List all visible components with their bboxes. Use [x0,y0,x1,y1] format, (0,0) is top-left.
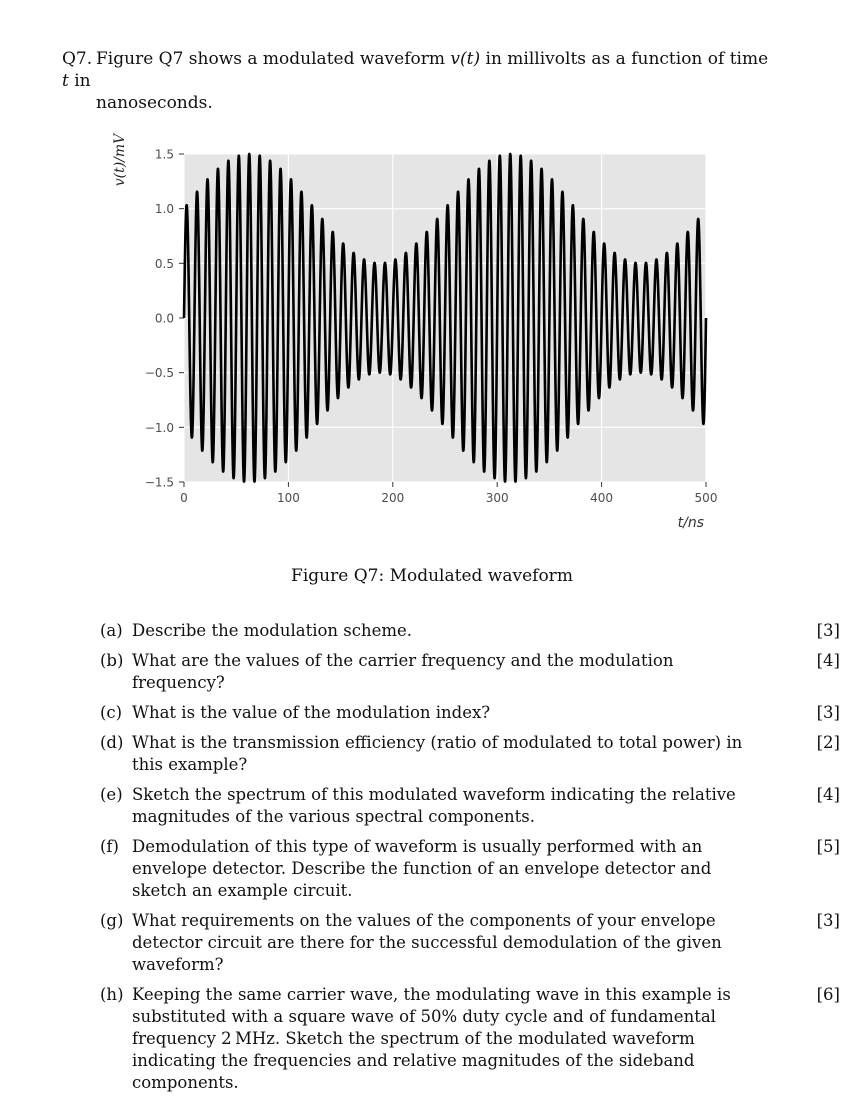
part-marks: [6] [816,985,840,1004]
part-label: (d) [100,733,124,752]
part-label: (h) [100,985,124,1004]
y-tick-label: −1.5 [144,475,174,490]
y-axis-ticks [145,148,184,490]
part-text: What is the transmission efficiency (ratio of modulated to total power) in this example? [132,733,743,774]
question-text-b: in millivolts as a function of time [480,49,769,69]
question-part-c [100,702,840,724]
part-marks: [5] [816,837,840,856]
part-label: (e) [100,785,123,804]
part-text: Keeping the same carrier wave, the modulating wave in this example is substituted with a square wave of 50% duty cycle and of fundamental frequency 2 MHz. Sketch the spectrum of the modulated waveform indicating the frequencies and relative magnitudes of the sideband components. [132,985,731,1092]
question-part-d [100,732,840,776]
part-label: (g) [100,911,124,930]
question-text-c: in [68,71,91,91]
y-tick-label: 1.5 [154,147,174,162]
question-text-line2: nanoseconds. [96,93,213,113]
question-part-h [100,984,840,1094]
x-axis-ticks [180,482,717,505]
y-tick-label: −1.0 [144,420,174,435]
part-label: (c) [100,703,123,722]
question-part-a [100,620,840,642]
question-intro [62,48,774,114]
y-tick-label: 0.5 [154,256,174,271]
part-marks: [3] [816,621,840,640]
x-axis-label: t/ns [677,515,704,531]
y-tick-label: 0.0 [154,311,174,326]
question-number: Q7. [62,49,93,69]
part-marks: [4] [816,785,840,804]
figure-caption: Figure Q7: Modulated waveform [291,566,573,586]
part-text: What are the values of the carrier frequency and the modulation frequency? [132,651,674,692]
part-marks: [3] [816,703,840,722]
part-marks: [3] [816,911,840,930]
question-text-a: Figure Q7 shows a modulated waveform [96,49,451,69]
part-text: Describe the modulation scheme. [132,621,413,640]
y-tick-label: 1.0 [154,202,174,217]
y-tick-label: −0.5 [144,366,174,381]
x-tick-label: 100 [276,491,300,505]
part-label: (a) [100,621,123,640]
x-tick-label: 200 [381,491,405,505]
question-part-g [100,910,840,976]
x-tick-label: 500 [694,491,718,505]
x-tick-label: 0 [180,491,188,505]
v-symbol: v(t) [450,49,481,69]
part-text: Demodulation of this type of waveform is usually performed with an envelope detector. Describe the function of an envelope detector and sketch an example circuit. [132,837,712,900]
part-label: (f) [100,837,119,856]
question-part-e [100,784,840,828]
part-text: Sketch the spectrum of this modulated waveform indicating the relative magnitudes of the various spectral components. [132,785,736,826]
part-marks: [4] [816,651,840,670]
figure-q7 [100,120,740,540]
t-symbol: t [62,71,69,91]
part-label: (b) [100,651,124,670]
x-tick-label: 400 [590,491,614,505]
waveform-chart [100,120,740,540]
part-marks: [2] [816,733,840,752]
question-parts [100,620,840,1102]
question-part-f [100,836,840,902]
question-part-b [100,650,840,694]
part-text: What is the value of the modulation index? [132,703,491,722]
part-text: What requirements on the values of the components of your envelope detector circuit are there for the successful demodulation of the given waveform? [132,911,722,974]
y-axis-label: v(t)/mV [112,133,128,187]
x-tick-label: 300 [485,491,509,505]
